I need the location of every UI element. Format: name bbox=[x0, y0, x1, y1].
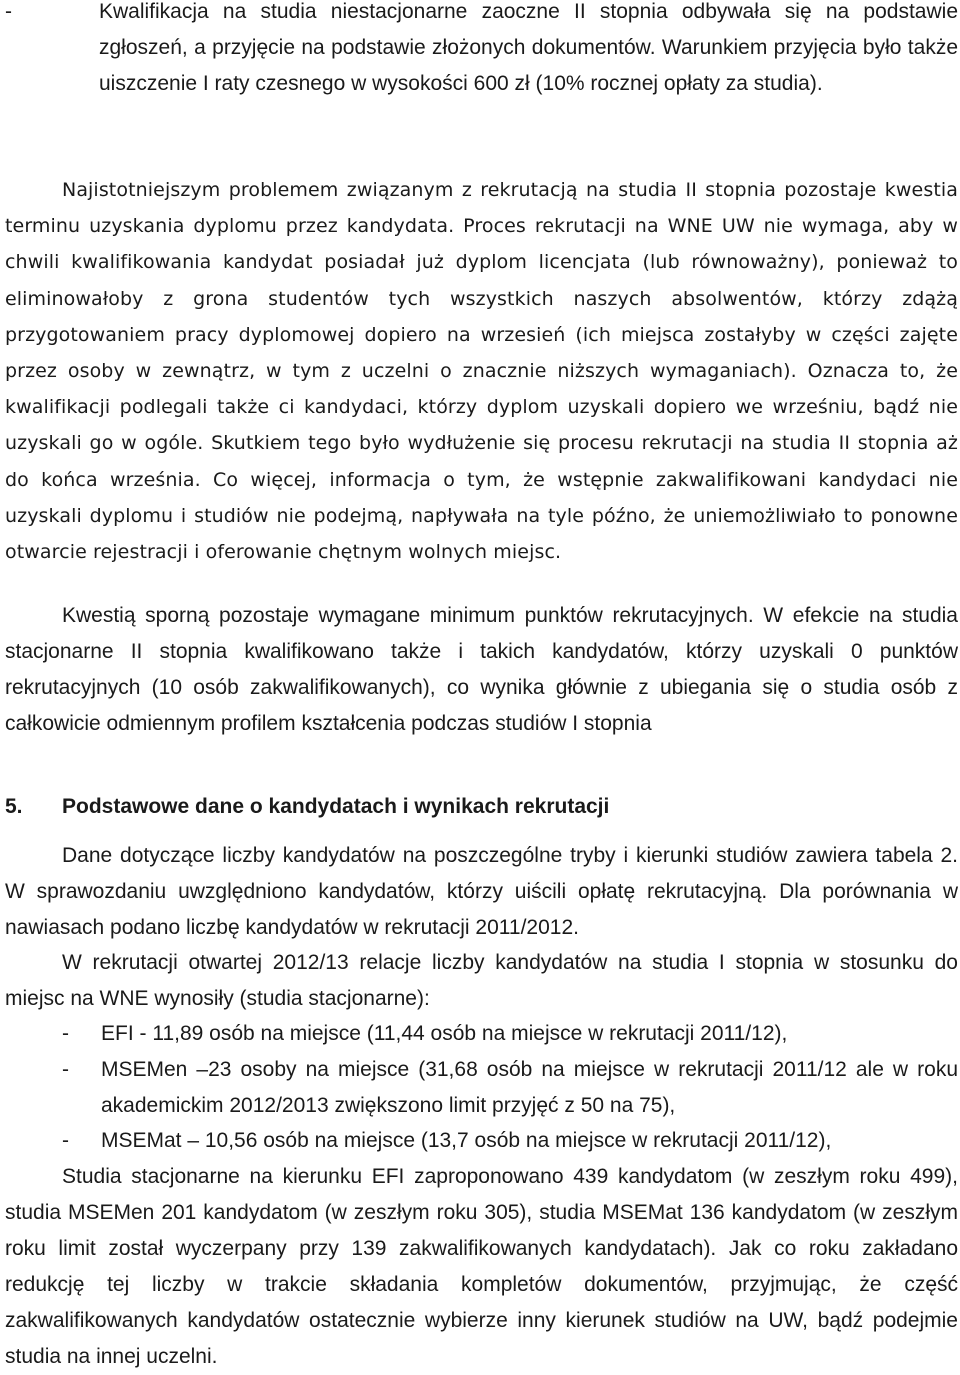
paragraph-minimum-points: Kwestią sporną pozostaje wymagane minimum punktów rekrutacyjnych. W efekcie na studia stacjonarne II stopnia kwalifikowano także i takich kandydatów, którzy uzyskali 0 punktów rekrutacyjnych (10 osób zakwalifikowanych), co wynika głównie z ubiegania się o studia osób z całkowicie odmiennym profilem kształcenia podczas studiów I stopnia bbox=[5, 604, 958, 735]
list-item-text: MSEMen –23 osoby na miejsce (31,68 osób na miejsce w rekrutacji 2011/12 ale w roku akademickim 2012/2013 zwiększono limit przyjęć z 50 na 75), bbox=[101, 1058, 958, 1117]
paragraph-recruitment-problem: Najistotniejszym problemem związanym z rekrutacją na studia II stopnia pozostaje kwestia terminu uzyskania dyplomu przez kandydata. Proces rekrutacji na WNE UW nie wymaga, aby w chwili kwalifikowania kandydat posiadał już dyplom licencjata (lub równoważny), ponieważ to eliminowałoby z grona studentów tych wszystkich naszych absolwentów, którzy zdążą przygotowaniem pracy dyplomowej dopiero na wrzesień (ich miejsca zostałyby w części zajęte przez osoby w zewnątrz, w tym z uczelni o znacznie niższych wymaganiach). Oznacza to, że kwalifikacji podlegali także ci kandydaci, którzy dyplom uzyskali dopiero we wrześniu, bądź nie uzyskali go w ogóle. Skutkiem tego było wydłużenie się procesu rekrutacji na studia II stopnia aż do końca września. Co więcej, informacja o tym, że wstępnie zakwalifikowani kandydaci nie uzyskali dyplomu i studiów nie podejmą, napływała na tyle późno, że uniemożliwiało to ponowne otwarcie rejestracji i oferowanie chętnym wolnych miejsc. bbox=[5, 179, 958, 564]
section-title: Podstawowe dane o kandydatach i wynikach rekrutacji bbox=[62, 795, 610, 818]
qualification-bullet bbox=[0, 0, 958, 102]
list-item-text: MSEMat – 10,56 osób na miejsce (13,7 osób na miejsce w rekrutacji 2011/12), bbox=[101, 1129, 832, 1152]
paragraph-candidate-data: Dane dotyczące liczby kandydatów na poszczególne tryby i kierunki studiów zawiera tabela 2. W sprawozdaniu uwzględniono kandydatów, którzy uiścili opłatę rekrutacyjną. Dla porównania w nawiasach podano liczbę kandydatów w rekrutacji 2011/2012. bbox=[5, 844, 958, 939]
list-item bbox=[0, 1052, 958, 1124]
section-number: 5. bbox=[5, 795, 23, 818]
list-dash: - bbox=[62, 1129, 69, 1152]
list-dash: - bbox=[62, 1058, 69, 1081]
bullet-text: Kwalifikacja na studia niestacjonarne zaoczne II stopnia odbywała się na podstawie zgłoszeń, a przyjęcie na podstawie złożonych dokumentów. Warunkiem przyjęcia było także uiszczenie I raty czesnego w wysokości 600 zł (10% rocznej opłaty za studia). bbox=[99, 0, 958, 95]
list-dash: - bbox=[62, 1022, 69, 1045]
list-item-text: EFI - 11,89 osób na miejsce (11,44 osób na miejsce w rekrutacji 2011/12), bbox=[101, 1022, 788, 1045]
section-heading bbox=[5, 792, 609, 822]
paragraph-proposals: Studia stacjonarne na kierunku EFI zaproponowano 439 kandydatom (w zeszłym roku 499), studia MSEMen 201 kandydatom (w zeszłym roku 305), studia MSEMat 136 kandydatom (w zeszłym roku limit został wyczerpany przy 139 zakwalifikowanych kandydatach). Jak co roku zakładano redukcję tej liczby w trakcie składania kompletów dokumentów, przyjmując, że część zakwalifikowanych kandydatów ostatecznie wybierze inny kierunek studiów na UW, bądź podejmie studia na innej uczelni. bbox=[5, 1165, 958, 1368]
list-item bbox=[0, 1016, 958, 1052]
bullet-dash: - bbox=[5, 0, 12, 23]
paragraph-open-recruitment: W rekrutacji otwartej 2012/13 relacje liczby kandydatów na studia I stopnia w stosunku do miejsc na WNE wynosiły (studia stacjonarne): bbox=[5, 951, 958, 1010]
list-item bbox=[0, 1123, 958, 1159]
